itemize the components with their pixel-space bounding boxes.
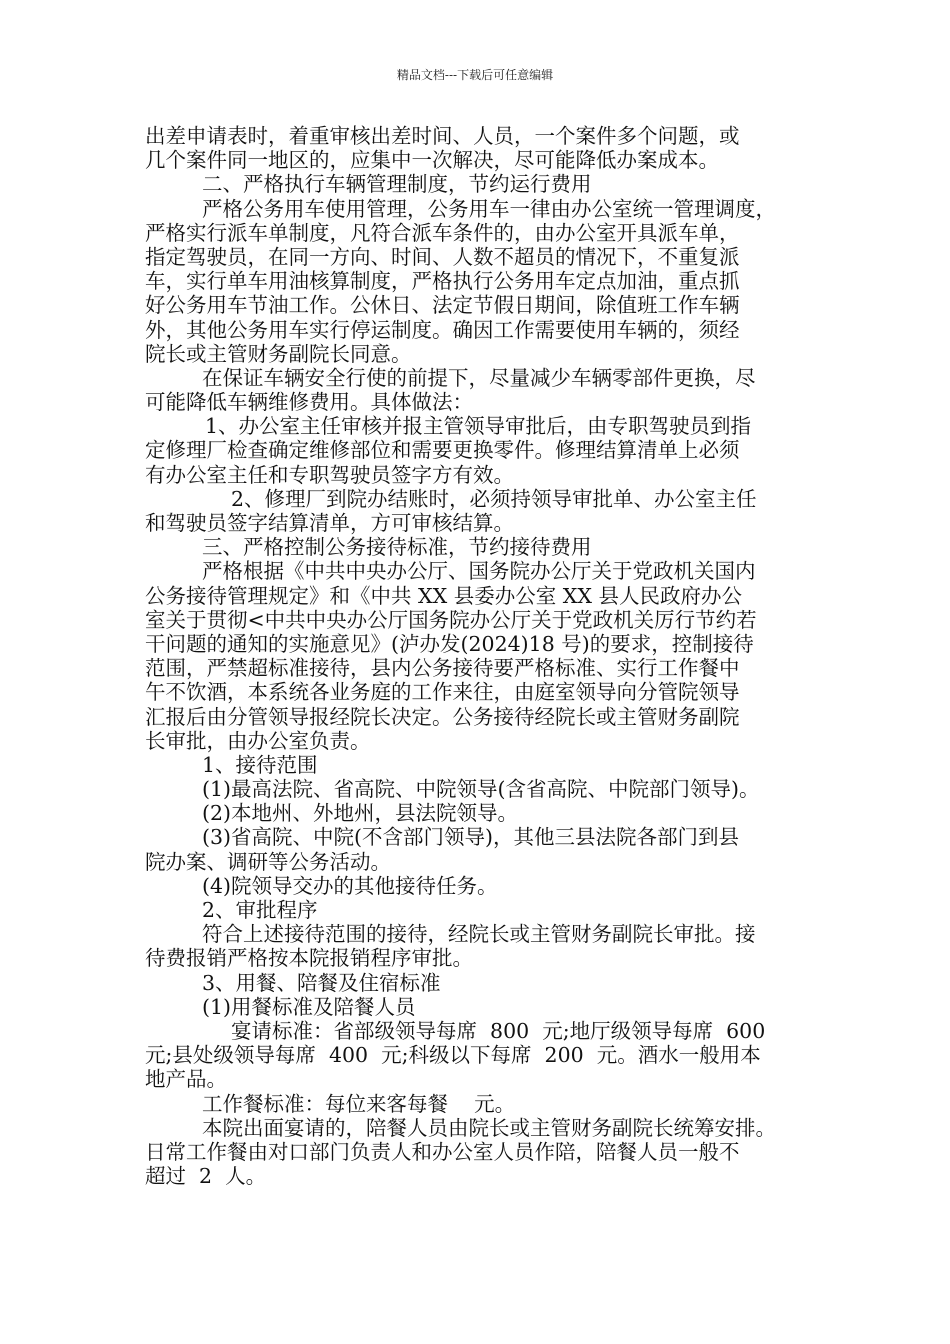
text-line: 可能降低车辆维修费用。具体做法： <box>145 390 473 415</box>
text-line: 本院出面宴请的，陪餐人员由院长或主管财务副院长统筹安排。 <box>202 1115 776 1140</box>
text-line: 几个案件同一地区的，应集中一次解决，尽可能降低办案成本。 <box>145 148 719 173</box>
text-line: 汇报后由分管领导报经院长决定。公务接待经院长或主管财务副院 <box>145 704 740 729</box>
page-header: 精品文档---下载后可任意编辑 <box>396 68 554 82</box>
text-line: 室关于贯彻<中共中央办公厅国务院办公厅关于党政机关厉行节约若 <box>145 607 757 632</box>
text-line: (1)用餐标准及陪餐人员 <box>202 994 416 1019</box>
text-line: 1、接待范围 <box>202 752 318 777</box>
text-line: 院办案、调研等公务活动。 <box>145 849 391 874</box>
text-line: 严格根据《中共中央办公厅、国务院办公厅关于党政机关国内 <box>202 559 756 584</box>
text-line: 符合上述接待范围的接待，经院长或主管财务副院长审批。接 <box>202 922 756 947</box>
text-line: 二、严格执行车辆管理制度，节约运行费用 <box>202 172 592 197</box>
text-line: 在保证车辆安全行使的前提下，尽量减少车辆零部件更换，尽 <box>202 365 756 390</box>
text-line: 指定驾驶员，在同一方向、时间、人数不超员的情况下，不重复派 <box>145 244 740 269</box>
text-line: (1)最高法院、省高院、中院领导(含省高院、中院部门领导)。 <box>202 777 760 802</box>
text-line: 车，实行单车用油核算制度，严格执行公务用车定点加油，重点抓 <box>145 269 740 294</box>
text-line: 长审批，由办公室负责。 <box>145 728 371 753</box>
text-line: 范围，严禁超标准接待，县内公务接待要严格标准、实行工作餐中 <box>145 656 740 681</box>
text-line: 工作餐标准：每位来客每餐 元。 <box>202 1091 516 1116</box>
text-line: 干问题的通知的实施意见》(泸办发(2024)18 号)的要求，控制接待 <box>145 631 754 656</box>
text-line: 定修理厂检查确定维修部位和需要更换零件。修理结算清单上必须 <box>145 438 740 463</box>
text-line: 严格公务用车使用管理，公务用车一律由办公室统一管理调度， <box>202 196 776 221</box>
text-line: 午不饮酒，本系统各业务庭的工作来往，由庭室领导向分管院领导 <box>145 680 740 705</box>
text-line: 和驾驶员签字结算清单，方可审核结算。 <box>145 511 514 535</box>
text-line: 待费报销严格按本院报销程序审批。 <box>145 946 473 971</box>
text-line: 超过 2 人。 <box>145 1164 267 1189</box>
text-line: 好公务用车节油工作。公休日、法定节假日期间，除值班工作车辆 <box>145 293 740 318</box>
text-line: 公务接待管理规定》和《中共 XX 县委办公室 XX 县人民政府办公 <box>145 583 742 608</box>
text-line: 有办公室主任和专职驾驶员签字方有效。 <box>145 462 514 487</box>
text-line: 三、严格控制公务接待标准，节约接待费用 <box>202 535 592 560</box>
text-line: 宴请标准：省部级领导每席 800 元;地厅级领导每席 600 <box>231 1018 766 1043</box>
text-line: (2)本地州、外地州，县法院领导。 <box>202 801 519 826</box>
text-line: 2、审批程序 <box>202 898 318 922</box>
text-line: 外，其他公务用车实行停运制度。确因工作需要使用车辆的，须经 <box>145 317 740 342</box>
text-line: 地产品。 <box>145 1067 227 1092</box>
text-line: 1、办公室主任审核并报主管领导审批后，由专职驾驶员到指 <box>205 414 752 439</box>
text-line: 3、用餐、陪餐及住宿标准 <box>202 970 441 995</box>
document-body <box>145 124 815 1188</box>
text-line: 2、修理厂到院办结账时，必须持领导审批单、办公室主任 <box>231 486 757 511</box>
text-line: 出差申请表时，着重审核出差时间、人员，一个案件多个问题，或 <box>145 124 740 148</box>
text-line: (4)院领导交办的其他接待任务。 <box>202 873 498 898</box>
text-line: (3)省高院、中院(不含部门领导)，其他三县法院各部门到县 <box>202 825 740 850</box>
text-line: 日常工作餐由对口部门负责人和办公室人员作陪，陪餐人员一般不 <box>145 1139 740 1164</box>
text-line: 院长或主管财务副院长同意。 <box>145 341 412 366</box>
text-line: 严格实行派车单制度，凡符合派车条件的，由办公室开具派车单， <box>145 220 740 245</box>
text-line: 元;县处级领导每席 400 元;科级以下每席 200 元。酒水一般用本 <box>145 1043 761 1068</box>
